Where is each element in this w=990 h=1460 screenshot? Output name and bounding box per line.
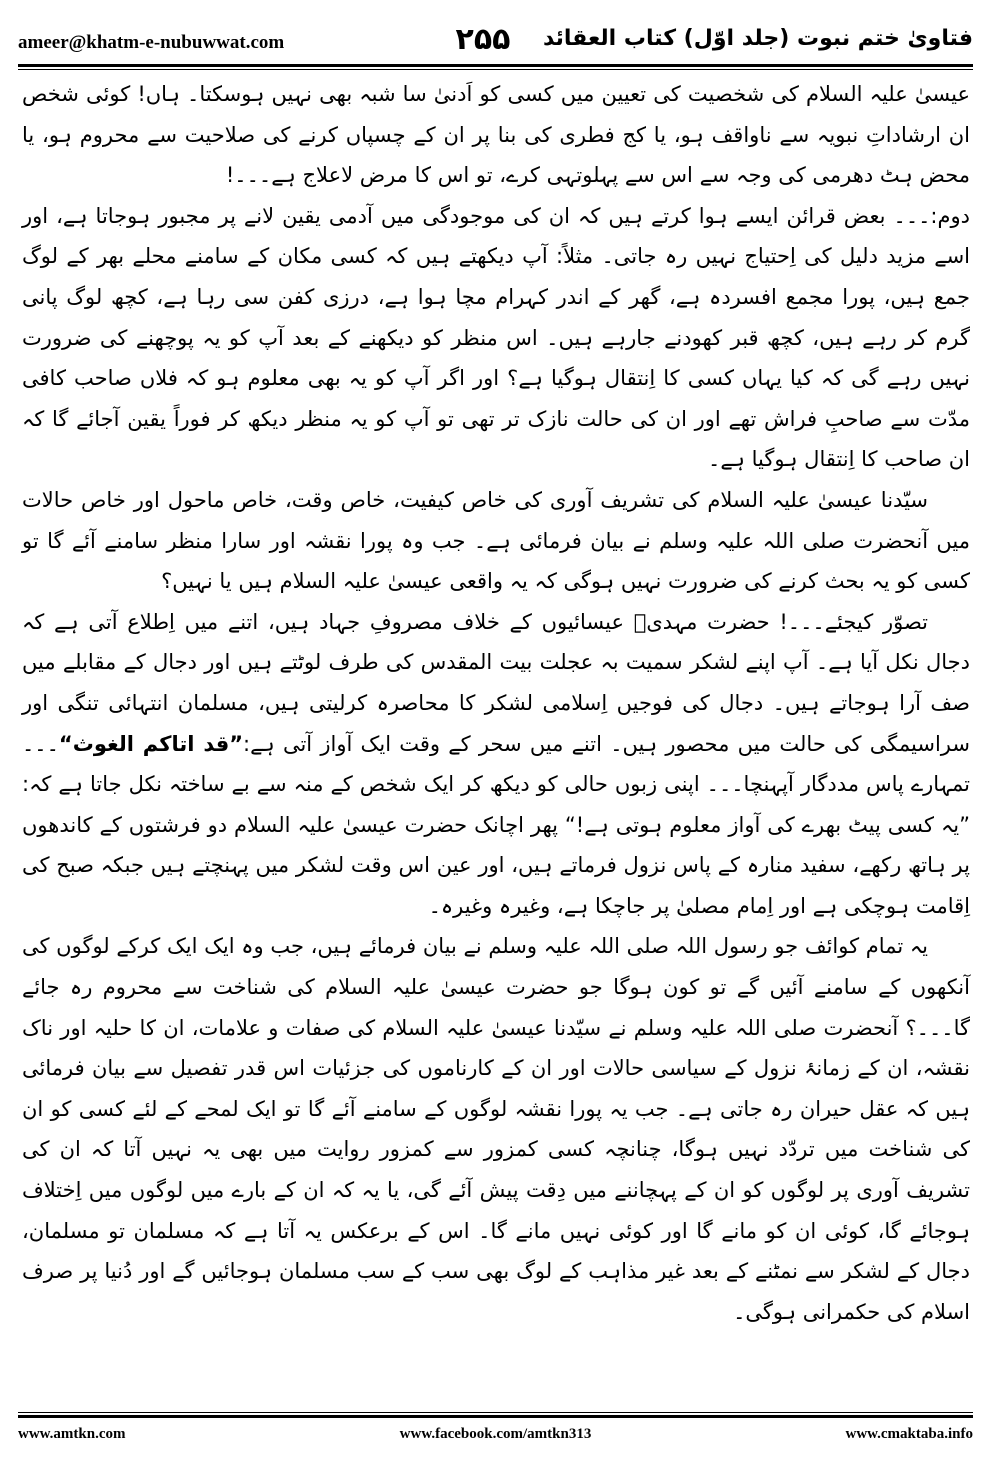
paragraph-4 bbox=[22, 602, 970, 927]
page-number: ۲۵۵ bbox=[455, 22, 511, 57]
footer-link-cmaktaba[interactable]: www.cmaktaba.info bbox=[845, 1426, 973, 1442]
header-rule-thick bbox=[18, 64, 973, 67]
header-rule-thin bbox=[18, 69, 973, 70]
footer-rule-thin bbox=[18, 1412, 973, 1413]
paragraph-5: یہ تمام کوائف جو رسول اللہ صلی اللہ علیہ وسلم نے بیان فرمائے ہیں، جب وہ ایک ایک کرکے لوگوں کی آنکھوں کے سامنے آئیں گے تو کون ہوگا جو حضرت عیسیٰ علیہ السلام کی شناخت سے محروم رہ جائے گا۔۔۔؟ آنحضرت صلی اللہ علیہ وسلم نے سیّدنا عیسیٰ علیہ السلام کی صفات و علامات، ان کا حلیہ اور ناک نقشہ، ان کے زمانۂ نزول کے سیاسی حالات اور ان کے کارناموں کی جزئیات اس قدر تفصیل سے بیان فرمائی ہیں کہ عقل حیران رہ جاتی ہے۔ جب یہ پورا نقشہ لوگوں کے سامنے آئے گا تو ایک لمحے کے لئے کسی کو ان کی شناخت میں تردّد نہیں ہوگا، چنانچہ کسی کمزور سے کمزور روایت میں بھی یہ نہیں آتا کہ ان کی تشریف آوری پر لوگوں کو ان کے پہچاننے میں دِقت پیش آئے گی، یا یہ کہ ان کے بارے میں لوگوں میں اِختلاف ہوجائے گا، کوئی ان کو مانے گا اور کوئی نہیں مانے گا۔ اس کے برعکس یہ آتا ہے کہ مسلمان تو مسلمان، دجال کے لشکر سے نمٹنے کے بعد غیر مذاہب کے لوگ بھی سب کے سب مسلمان ہوجائیں گے اور دُنیا پر صرف اسلام کی حکمرانی ہوگی۔ bbox=[22, 934, 970, 1324]
book-title: فتاویٰ ختم نبوت (جلد اوّل) کتاب العقائد bbox=[542, 26, 973, 51]
footer-link-amtkn[interactable]: www.amtkn.com bbox=[18, 1426, 126, 1442]
footer-link-facebook[interactable]: www.facebook.com/amtkn313 bbox=[399, 1426, 592, 1442]
arabic-quote: ”قد اتاکم الغوث“ bbox=[58, 731, 244, 756]
page-body bbox=[22, 74, 970, 1332]
paragraph-4-part-a: تصوّر کیجئے۔۔۔! حضرت مہدیؓ عیسائیوں کے خلاف مصروفِ جہاد ہیں، اتنے میں اِطلاع آتی ہے کہ دجال نکل آیا ہے۔ آپ اپنے لشکر سمیت بہ عجلت بیت المقدس کی طرف لوٹتے ہیں اور دجال کے مقابلے میں صف آرا ہوجاتے ہیں۔ دجال کی فوجیں اِسلامی لشکر کا محاصرہ کرلیتی ہیں، مسلمان انتہائی تنگی اور سراسیمگی کی حالت میں محصور ہیں۔ اتنے میں سحر کے وقت ایک آواز آتی ہے: bbox=[22, 609, 970, 756]
page-header bbox=[18, 22, 973, 62]
paragraph-4-part-b: ۔۔۔ تمہارے پاس مددگار آپہنچا۔۔۔ اپنی زبوں حالی کو دیکھ کر ایک شخص کے منہ سے بے ساختہ نکل جاتا ہے کہ: ”یہ کسی پیٹ بھرے کی آواز معلوم ہوتی ہے!“ پھر اچانک حضرت عیسیٰ علیہ السلام دو فرشتوں کے کاندھوں پر ہاتھ رکھے، سفید منارہ کے پاس نزول فرماتے ہیں، اور عین اس وقت لشکر میں پہنچتے ہیں جبکہ صبح کی اِقامت ہوچکی ہے اور اِمام مصلیٰ پر جاچکا ہے، وغیرہ وغیرہ۔ bbox=[22, 731, 970, 918]
paragraph-1: عیسیٰ علیہ السلام کی شخصیت کی تعیین میں کسی کو اَدنیٰ سا شبہ بھی نہیں ہوسکتا۔ ہاں! کوئی شخص ان ارشاداتِ نبویہ سے ناواقف ہو، یا کج فطری کی بنا پر ان کے چسپاں کرنے کی صلاحیت سے محروم ہو، یا محض ہٹ دھرمی کی وجہ سے اس سے پہلوتہی کرے، تو اس کا مرض لاعلاج ہے۔۔۔! bbox=[22, 82, 970, 188]
header-email: ameer@khatm-e-nubuwwat.com bbox=[18, 32, 285, 53]
footer-rule-thick bbox=[18, 1415, 973, 1418]
paragraph-3: سیّدنا عیسیٰ علیہ السلام کی تشریف آوری کی خاص کیفیت، خاص وقت، خاص ماحول اور خاص حالات میں آنحضرت صلی اللہ علیہ وسلم نے بیان فرمائی ہے۔ جب وہ پورا نقشہ اور سارا منظر سامنے آئے گا تو کسی کو یہ بحث کرنے کی ضرورت نہیں ہوگی کہ یہ واقعی عیسیٰ علیہ السلام ہیں یا نہیں؟ bbox=[22, 487, 970, 594]
paragraph-2: دوم:۔۔۔ بعض قرائن ایسے ہوا کرتے ہیں کہ ان کی موجودگی میں آدمی یقین لانے پر مجبور ہوجاتا ہے، اور اسے مزید دلیل کی اِحتیاج نہیں رہ جاتی۔ مثلاً: آپ دیکھتے ہیں کہ کسی مکان کے سامنے محلے بھر کے لوگ جمع ہیں، پورا مجمع افسردہ ہے، گھر کے اندر کہرام مچا ہوا ہے، درزی کفن سی رہا ہے، کچھ لوگ پانی گرم کر رہے ہیں، کچھ قبر کھودنے جارہے ہیں۔ اس منظر کو دیکھنے کے بعد آپ کو یہ پوچھنے کی ضرورت نہیں رہے گی کہ کیا یہاں کسی کا اِنتقال ہوگیا ہے؟ اور اگر آپ کو یہ بھی معلوم ہو کہ فلاں صاحب کافی مدّت سے صاحبِ فراش تھے اور ان کی حالت نازک تر تھی تو آپ کو یہ منظر دیکھ کر فوراً یقین آجائے گا کہ ان صاحب کا اِنتقال ہوگیا ہے۔ bbox=[22, 203, 970, 472]
page-footer bbox=[18, 1424, 973, 1450]
